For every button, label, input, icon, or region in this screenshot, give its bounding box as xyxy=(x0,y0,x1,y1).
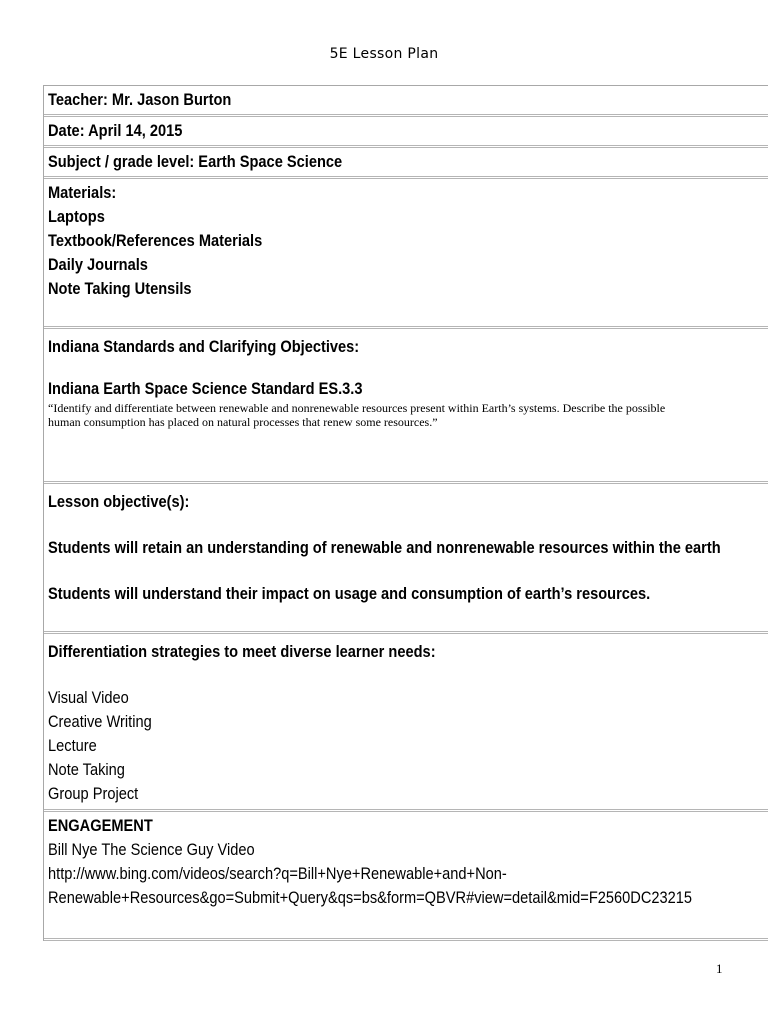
date-row xyxy=(44,117,768,148)
page-number: 1 xyxy=(716,961,723,976)
strategy-item: Group Project xyxy=(48,784,139,803)
subject-field: Subject / grade level: Earth Space Science xyxy=(48,152,343,171)
objectives-heading: Lesson objective(s): xyxy=(48,492,190,511)
engagement-link[interactable]: http://www.bing.com/videos/search?q=Bill+Nye+Renewable+and+Non- xyxy=(48,864,507,883)
strategy-item: Creative Writing xyxy=(48,712,152,731)
engagement-heading: ENGAGEMENT xyxy=(48,816,153,835)
materials-item: Laptops xyxy=(48,207,105,226)
objective-item: Students will retain an understanding of renewable and nonrenewable resources within the earth xyxy=(48,538,721,557)
differentiation-row xyxy=(44,634,768,812)
lesson-plan-table xyxy=(43,85,768,941)
date-field: Date: April 14, 2015 xyxy=(48,121,183,140)
strategy-item: Visual Video xyxy=(48,688,129,707)
engagement-video: Bill Nye The Science Guy Video xyxy=(48,840,255,859)
objectives-row xyxy=(44,484,768,634)
subject-row xyxy=(44,148,768,179)
materials-row xyxy=(44,179,768,329)
teacher-row xyxy=(44,86,768,117)
standards-heading: Indiana Standards and Clarifying Objectives: xyxy=(48,337,360,356)
teacher-field: Teacher: Mr. Jason Burton xyxy=(48,90,232,109)
engagement-row xyxy=(44,812,768,941)
differentiation-heading: Differentiation strategies to meet diverse learner needs: xyxy=(48,642,436,661)
materials-heading: Materials: xyxy=(48,183,117,202)
standards-row xyxy=(44,329,768,484)
standard-quote-line: human consumption has placed on natural processes that renew some resources.” xyxy=(48,415,438,429)
engagement-link[interactable]: Renewable+Resources&go=Submit+Query&qs=bs&form=QBVR#view=detail&mid=F2560DC23215 xyxy=(48,888,693,907)
strategy-item: Lecture xyxy=(48,736,97,755)
materials-item: Textbook/References Materials xyxy=(48,231,263,250)
materials-item: Daily Journals xyxy=(48,255,148,274)
document-title: 5E Lesson Plan xyxy=(329,46,439,62)
strategy-item: Note Taking xyxy=(48,760,125,779)
standard-quote-line: “Identify and differentiate between renewable and nonrenewable resources present within Earth’s systems. Describe the possible xyxy=(48,401,666,415)
materials-item: Note Taking Utensils xyxy=(48,279,192,298)
objective-item: Students will understand their impact on usage and consumption of earth’s resources. xyxy=(48,584,651,603)
standard-title: Indiana Earth Space Science Standard ES.3.3 xyxy=(48,379,363,398)
